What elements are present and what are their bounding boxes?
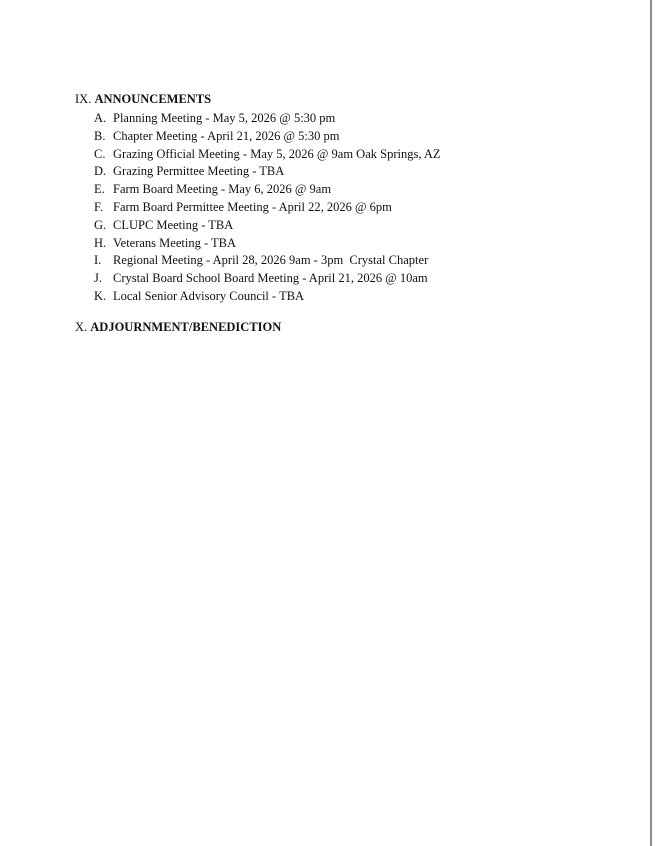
section-title: ADJOURNMENT/BENEDICTION bbox=[90, 320, 282, 334]
item-letter: E. bbox=[94, 182, 105, 197]
item-text: Veterans Meeting - TBA bbox=[113, 235, 237, 250]
list-item bbox=[94, 110, 441, 128]
item-letter: I. bbox=[94, 253, 102, 268]
section-numeral: IX. bbox=[75, 92, 92, 106]
item-text: Grazing Permittee Meeting - TBA bbox=[113, 164, 285, 179]
section-announcements-heading bbox=[75, 92, 211, 107]
list-item bbox=[94, 163, 441, 181]
list-item bbox=[94, 235, 441, 253]
item-letter: J. bbox=[94, 271, 102, 286]
item-letter: H. bbox=[94, 235, 107, 250]
list-item bbox=[94, 128, 441, 146]
list-item bbox=[94, 199, 441, 217]
list-item bbox=[94, 181, 441, 199]
item-text: Chapter Meeting - April 21, 2026 @ 5:30 pm bbox=[113, 128, 340, 143]
item-letter: B. bbox=[94, 128, 106, 143]
announcements-list bbox=[94, 110, 441, 306]
item-text: Farm Board Meeting - May 6, 2026 @ 9am bbox=[113, 182, 332, 197]
item-text: Planning Meeting - May 5, 2026 @ 5:30 pm bbox=[113, 111, 336, 125]
item-text: Grazing Official Meeting - May 5, 2026 @ 9am Oak Springs, AZ bbox=[113, 146, 441, 161]
section-numeral: X. bbox=[75, 320, 88, 334]
section-adjournment-heading bbox=[75, 320, 281, 335]
item-letter: G. bbox=[94, 217, 107, 232]
list-item bbox=[94, 288, 441, 306]
section-title: ANNOUNCEMENTS bbox=[94, 92, 212, 106]
item-text: Crystal Board School Board Meeting - April 21, 2026 @ 10am bbox=[113, 271, 428, 286]
item-text: CLUPC Meeting - TBA bbox=[113, 217, 234, 232]
item-letter: A. bbox=[94, 111, 107, 125]
item-letter: D. bbox=[94, 164, 107, 179]
item-letter: C. bbox=[94, 146, 106, 161]
item-letter: K. bbox=[94, 288, 107, 303]
list-item bbox=[94, 146, 441, 164]
item-letter: F. bbox=[94, 199, 104, 214]
list-item bbox=[94, 270, 441, 288]
item-text: Local Senior Advisory Council - TBA bbox=[113, 288, 305, 303]
item-text: Regional Meeting - April 28, 2026 9am - 3pm Crystal Chapter bbox=[113, 253, 429, 268]
list-item bbox=[94, 217, 441, 235]
item-text: Farm Board Permittee Meeting - April 22, 2026 @ 6pm bbox=[113, 199, 392, 214]
list-item bbox=[94, 252, 441, 270]
